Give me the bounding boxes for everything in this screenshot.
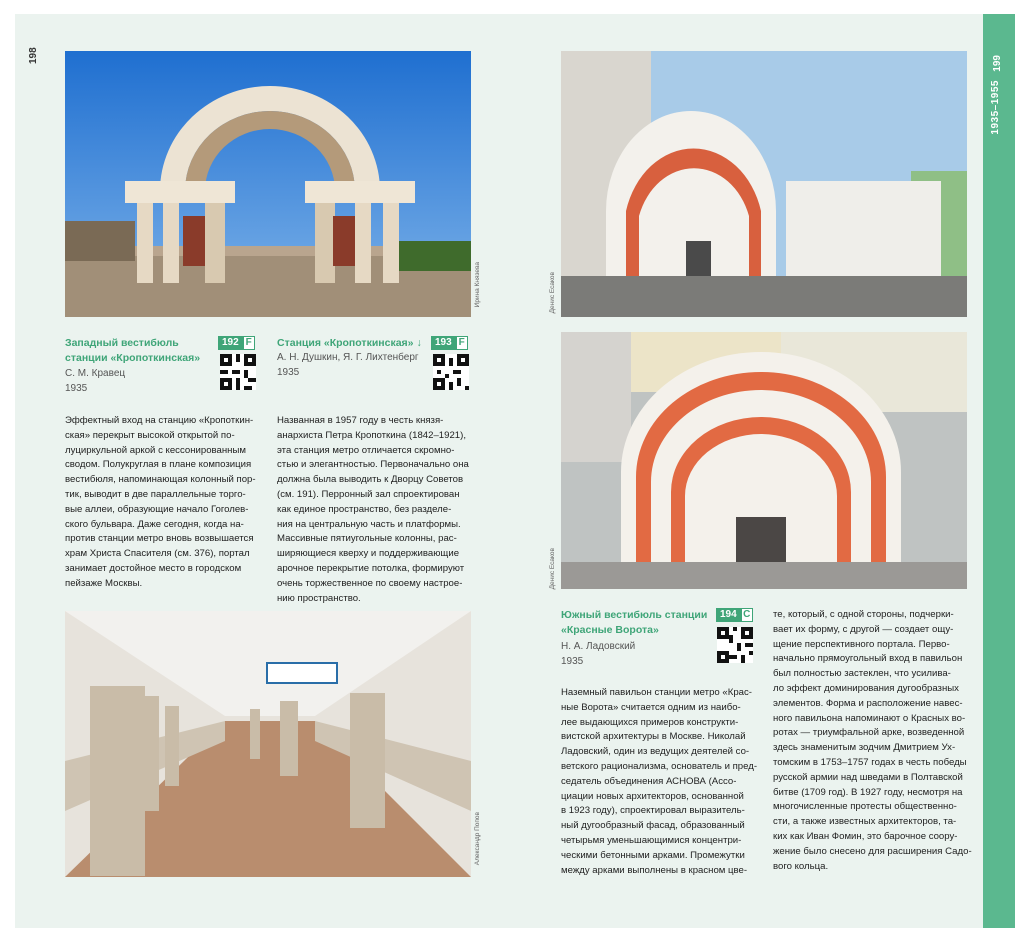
photo-credit-red-gate-front: Денис Есаков bbox=[549, 548, 556, 590]
entry-number: 193 bbox=[431, 336, 456, 350]
entry-194-title: Южный вестибюль станции «Красные Ворота» bbox=[561, 609, 708, 636]
entry-193-title: Станция «Кропоткинская» ↓ bbox=[277, 337, 422, 349]
photo-red-gate-front bbox=[561, 332, 967, 589]
entry-number: 194 bbox=[716, 608, 741, 622]
entry-194-text-col1: Наземный павильон станции метро «Крас- ные Ворота» считается одним из наибо- лее выдающихся примеров конструкти- вистской архитектуры в Москве. Николай Ладовский, один из ведущих деятелей со- ветского рационализма, основатель и пред- седатель объединения АСНОВА (Ассо- циации новых архитекторов, основанной в 1923 году), спроектировал выразитель- ный дугообразный фасад, образованный четырьмя уменьшающимися концентри- ческими бетонными арками. Промежутки между арками выполнены в красном цве- bbox=[561, 687, 758, 876]
photo-red-gate-side bbox=[561, 51, 967, 317]
photo-credit-hall: Александр Попов bbox=[474, 812, 481, 866]
entry-193-year: 1935 bbox=[277, 367, 300, 378]
entry-letter: C bbox=[741, 608, 753, 622]
chapter-period: 1935–1955 bbox=[990, 80, 1001, 135]
entry-193-badge bbox=[431, 336, 468, 350]
qr-code-icon[interactable] bbox=[717, 627, 753, 663]
qr-code-icon[interactable] bbox=[220, 354, 256, 390]
photo-credit-west: Ирина Князева bbox=[474, 262, 481, 308]
entry-letter: F bbox=[456, 336, 468, 350]
entry-194-badge bbox=[716, 608, 753, 622]
qr-code-icon[interactable] bbox=[433, 354, 469, 390]
entry-192-year: 1935 bbox=[65, 383, 88, 394]
entry-194-text-col2: те, который, с одной стороны, подчерки- вает их форму, с другой — создает ощу- щение перспективного портала. Перво- начально прямоугольный вход в павильон был полностью застеклен, что усилива- ло эффект доминирования дугообразных элементов. Форма и расположение навес- ного павильона напоминают о Красных во- ротах — триумфальной арке, возведенной здесь знаменитым зодчим Дмитрием Ух- томским в 1753–1757 годах в честь победы русской армии над шведами в Полтавской битве (1709 год). В 1927 году, несмотря на многочисленные протесты общественно- сти, а также известных архитекторов, та- ких как Иван Фомин, это барочное соору- жение было снесено для расширения Садо- вого кольца. bbox=[773, 609, 972, 872]
entry-192-title: Западный вестибюль станции «Кропоткинская» bbox=[65, 337, 201, 364]
entry-192-badge bbox=[218, 336, 255, 350]
photo-credit-red-gate-side: Денис Есаков bbox=[549, 272, 556, 314]
entry-193-text: Названная в 1957 году в честь князя- анархиста Петра Кропоткина (1842–1921), эта станция метро отличается скромно- стью и элегантностью. Первоначально она должна была выводить к Дворцу Советов (см. 191). Перронный зал спроектирован как единое пространство, без разделе- ния на центральную часть и платформы. Массивные пятиугольные колонны, рас- ширяющиеся кверху и поддерживающие арочное перекрытие потолка, формируют очень торжественное по своему настрое- нию пространство. bbox=[277, 415, 469, 604]
chapter-bar bbox=[983, 14, 1015, 928]
entry-192-authors: С. М. Кравец bbox=[65, 368, 126, 379]
entry-number: 192 bbox=[218, 336, 243, 350]
entry-193-authors: А. Н. Душкин, Я. Г. Лихтенберг bbox=[277, 352, 419, 363]
photo-kropotkinskaya-hall bbox=[65, 611, 471, 877]
right-page-number: 199 bbox=[992, 55, 1003, 72]
entry-letter: F bbox=[243, 336, 255, 350]
entry-194-authors: Н. А. Ладовский bbox=[561, 641, 636, 652]
left-page-number: 198 bbox=[28, 47, 39, 64]
entry-194-year: 1935 bbox=[561, 656, 584, 667]
entry-192-text: Эффектный вход на станцию «Кропоткин- ская» перекрыт высокой открытой по- луциркульной аркой с кессонированным сводом. Полукруглая в плане композиция вестибюля, напоминающая колонный пор- тик, выводит в две параллельные торго- вые аллеи, образующие начало Гоголев- ского бульвара. Даже сегодня, когда на- против станции метро вновь возвышается храм Христа Спасителя (см. 376), портал занимает достойное место в городском пейзаже Москвы. bbox=[65, 415, 256, 589]
photo-west-vestibule bbox=[65, 51, 471, 317]
